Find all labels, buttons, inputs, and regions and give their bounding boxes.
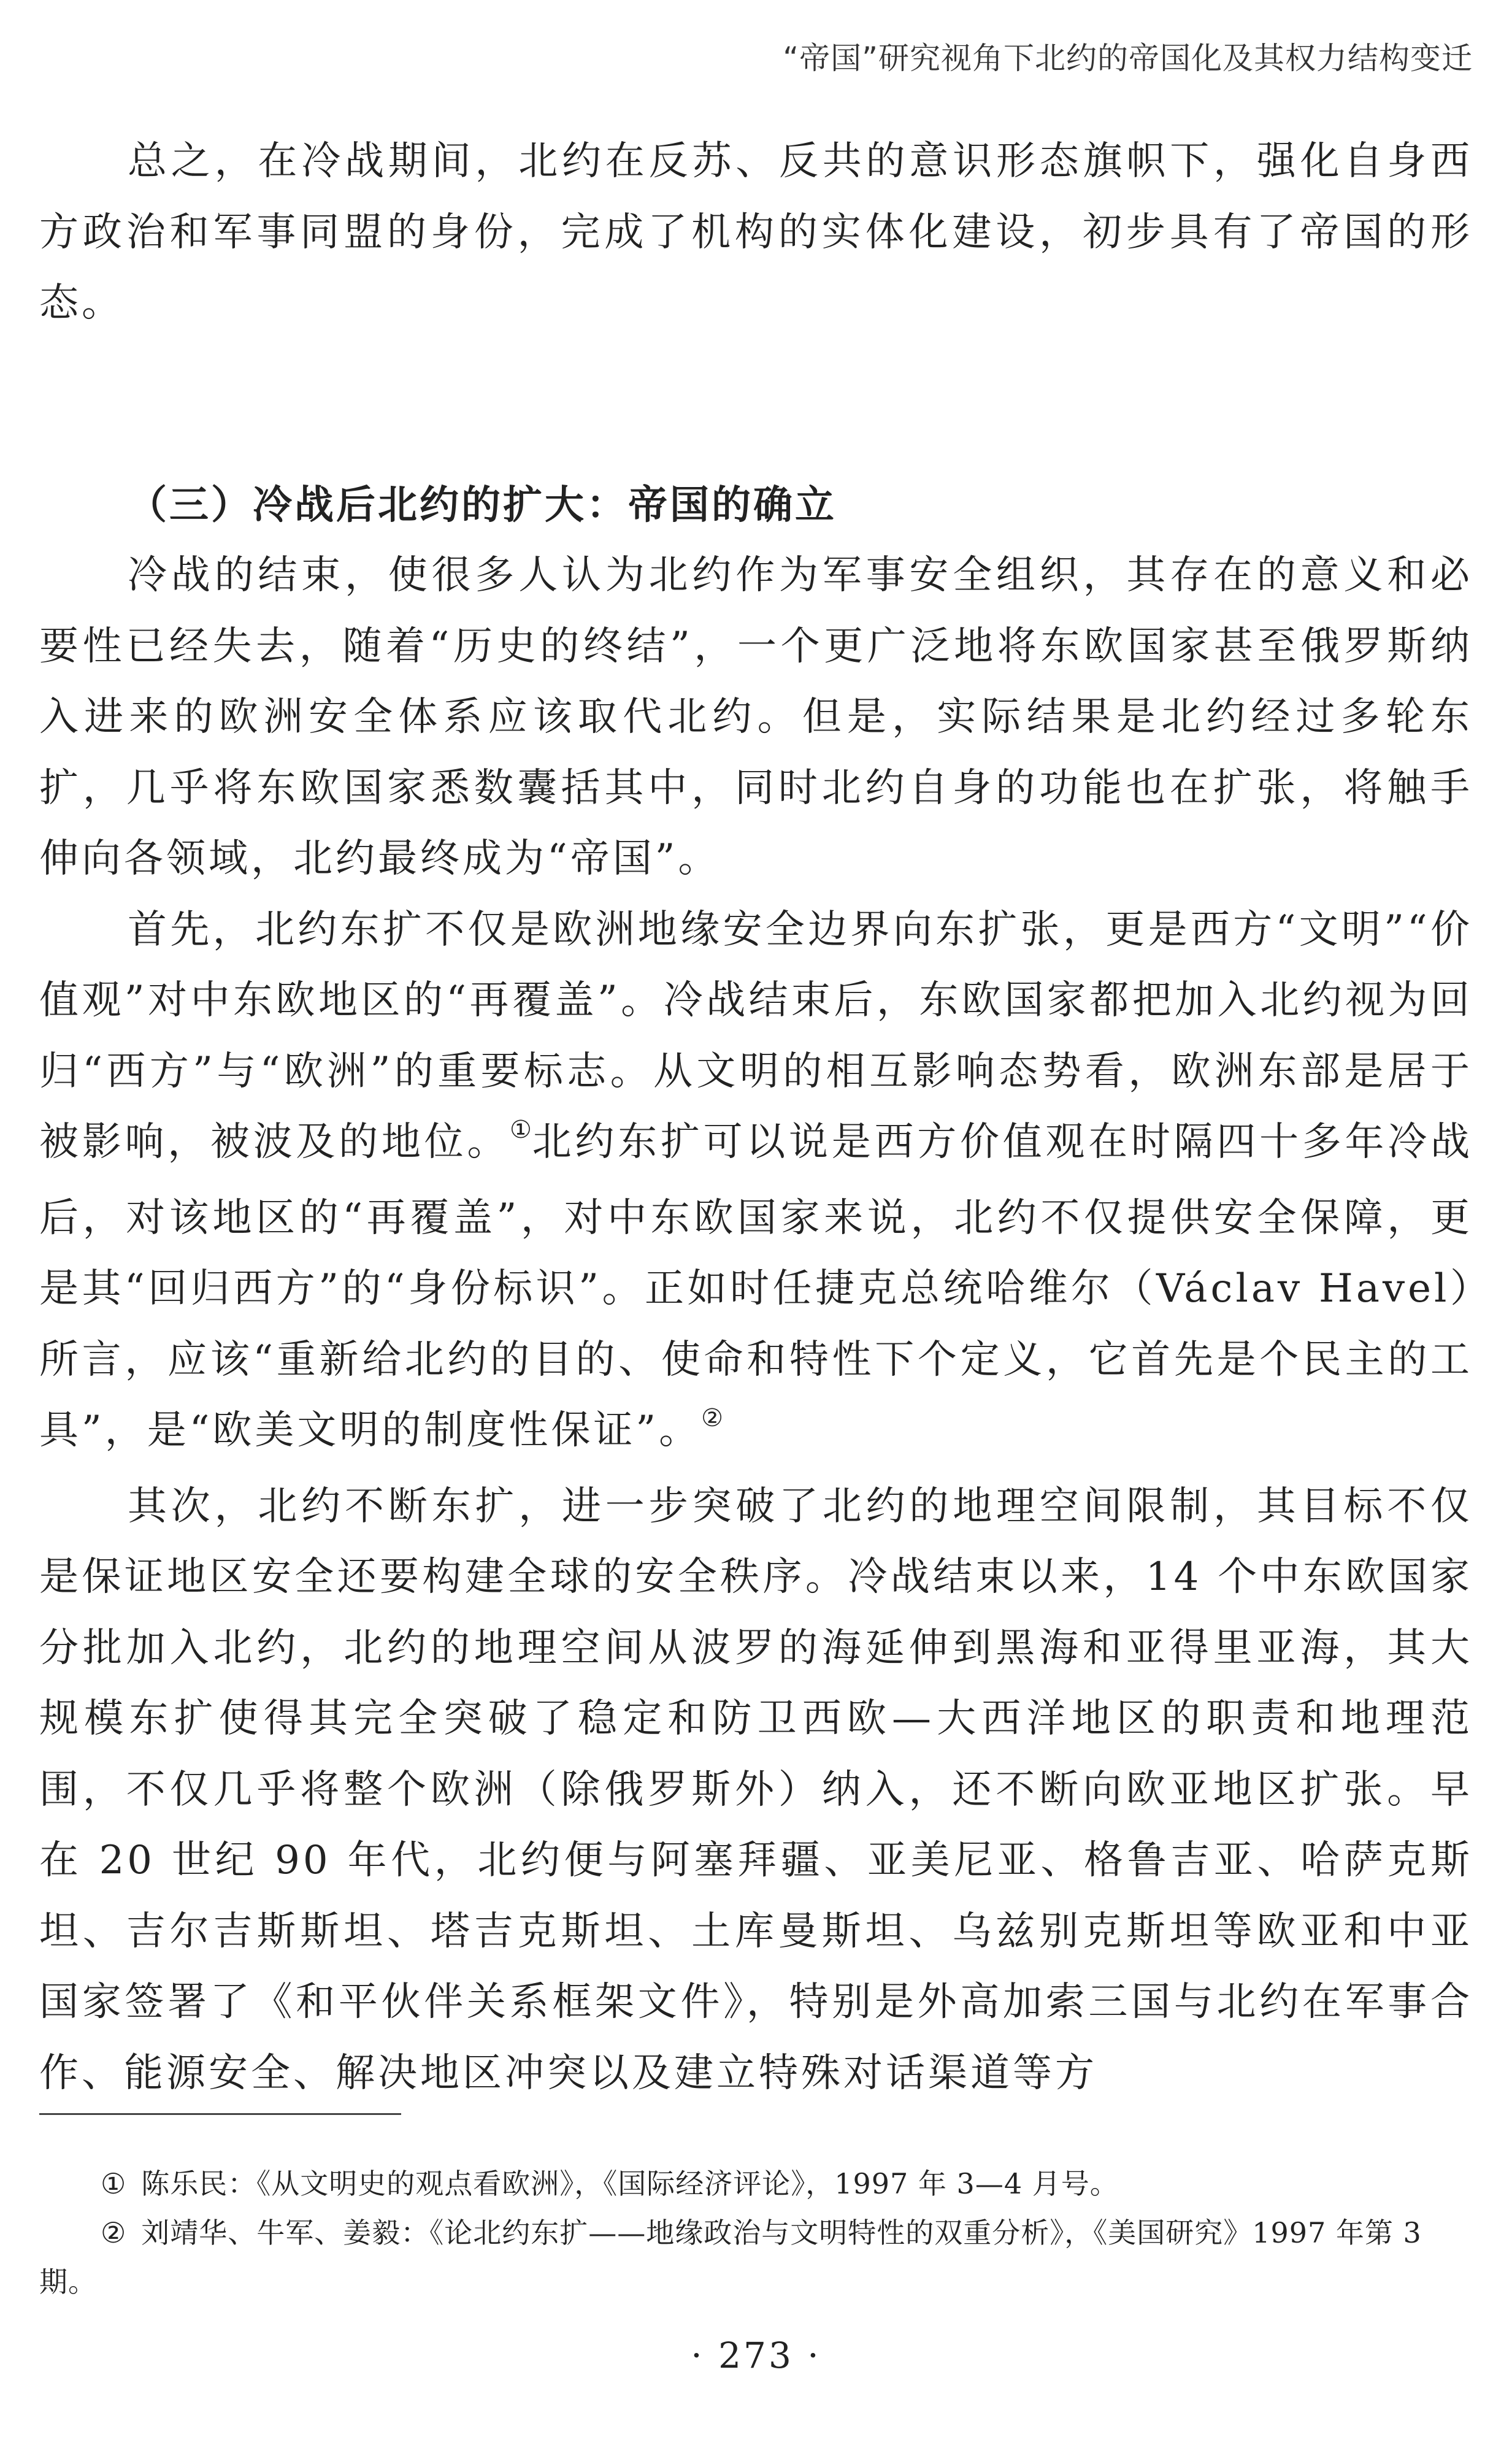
page-number: · 273 · <box>691 2335 821 2376</box>
footnotes <box>39 2159 1473 2306</box>
section-heading: （三）冷战后北约的扩大：帝国的确立 <box>128 482 837 528</box>
running-title: “帝国”研究视角下北约的帝国化及其权力结构变迁 <box>783 40 1473 76</box>
footnote-divider <box>39 2113 401 2115</box>
running-header <box>123 37 1473 80</box>
paragraph-1: 总之，在冷战期间，北约在反苏、反共的意识形态旗帜下，强化自身西方政治和军事同盟的身份，完成了机构的实体化建设，初步具有了帝国的形态。 <box>39 139 1473 326</box>
paragraph-4: 其次，北约不断东扩，进一步突破了北约的地理空间限制，其目标不仅是保证地区安全还要构建全球的安全秩序。冷战结束以来，14 个中东欧国家分批加入北约，北约的地理空间从波罗的海延伸到黑海和亚得里亚海，其大规模东扩使得其完全突破了稳定和防卫西欧—大西洋地区的职责和地理范围，不仅几乎将整个欧洲（除俄罗斯外）纳入，还不断向欧亚地区扩张。早在 20 世纪 90 年代，北约便与阿塞拜疆、亚美尼亚、格鲁吉亚、哈萨克斯坦、吉尔吉斯斯坦、塔吉克斯坦、土库曼斯坦、乌兹别克斯坦等欧亚和中亚国家签署了《和平伙伴关系框架文件》，特别是外高加索三国与北约在军事合作、能源安全、解决地区冲突以及建立特殊对话渠道等方 <box>39 1483 1473 2096</box>
footnote-ref-2: ② <box>701 1404 724 1432</box>
main-text <box>39 126 1473 2109</box>
footnote-ref-1: ① <box>510 1116 532 1144</box>
footnote-2 <box>39 2208 1473 2306</box>
footnote-mark: ① <box>101 2167 127 2200</box>
paragraph-3-part-a: 首先，北约东扩不仅是欧洲地缘安全边界向东扩张，更是西方“文明”“价值观”对中东欧地区的“再覆盖”。冷战结束后，东欧国家都把加入北约视为回归“西方”与“欧洲”的重要标志。从文明的相互影响态势看，欧洲东部是居于被影响，被波及的地位。 <box>39 907 1473 1165</box>
paragraph-3-part-b: 北约东扩可以说是西方价值观在时隔四十多年冷战后，对该地区的“再覆盖”，对中东欧国家来说，北约不仅提供安全保障，更是其“回归西方”的“身份标识”。正如时任捷克总统哈维尔（Václav Havel）所言，应该“重新给北约的目的、使命和特性下个定义，它首先是个民主的工具”，是“欧美文明的制度性保证”。 <box>39 1119 1473 1453</box>
paragraph-2: 冷战的结束，使很多人认为北约作为军事安全组织，其存在的意义和必要性已经失去，随着“历史的终结”，一个更广泛地将东欧国家甚至俄罗斯纳入进来的欧洲安全体系应该取代北约。但是，实际结果是北约经过多轮东扩，几乎将东欧国家悉数囊括其中，同时北约自身的功能也在扩张，将触手伸向各领域，北约最终成为“帝国”。 <box>39 553 1473 881</box>
footnote-text: 刘靖华、牛军、姜毅：《论北约东扩——地缘政治与文明特性的双重分析》，《美国研究》1997 年第 3 期。 <box>39 2216 1422 2298</box>
footnote-text: 陈乐民：《从文明史的观点看欧洲》，《国际经济评论》，1997 年 3—4 月号。 <box>141 2167 1119 2200</box>
footnote-1 <box>39 2159 1473 2208</box>
footnote-mark: ② <box>101 2216 127 2249</box>
paragraph-3 <box>39 895 1473 1472</box>
